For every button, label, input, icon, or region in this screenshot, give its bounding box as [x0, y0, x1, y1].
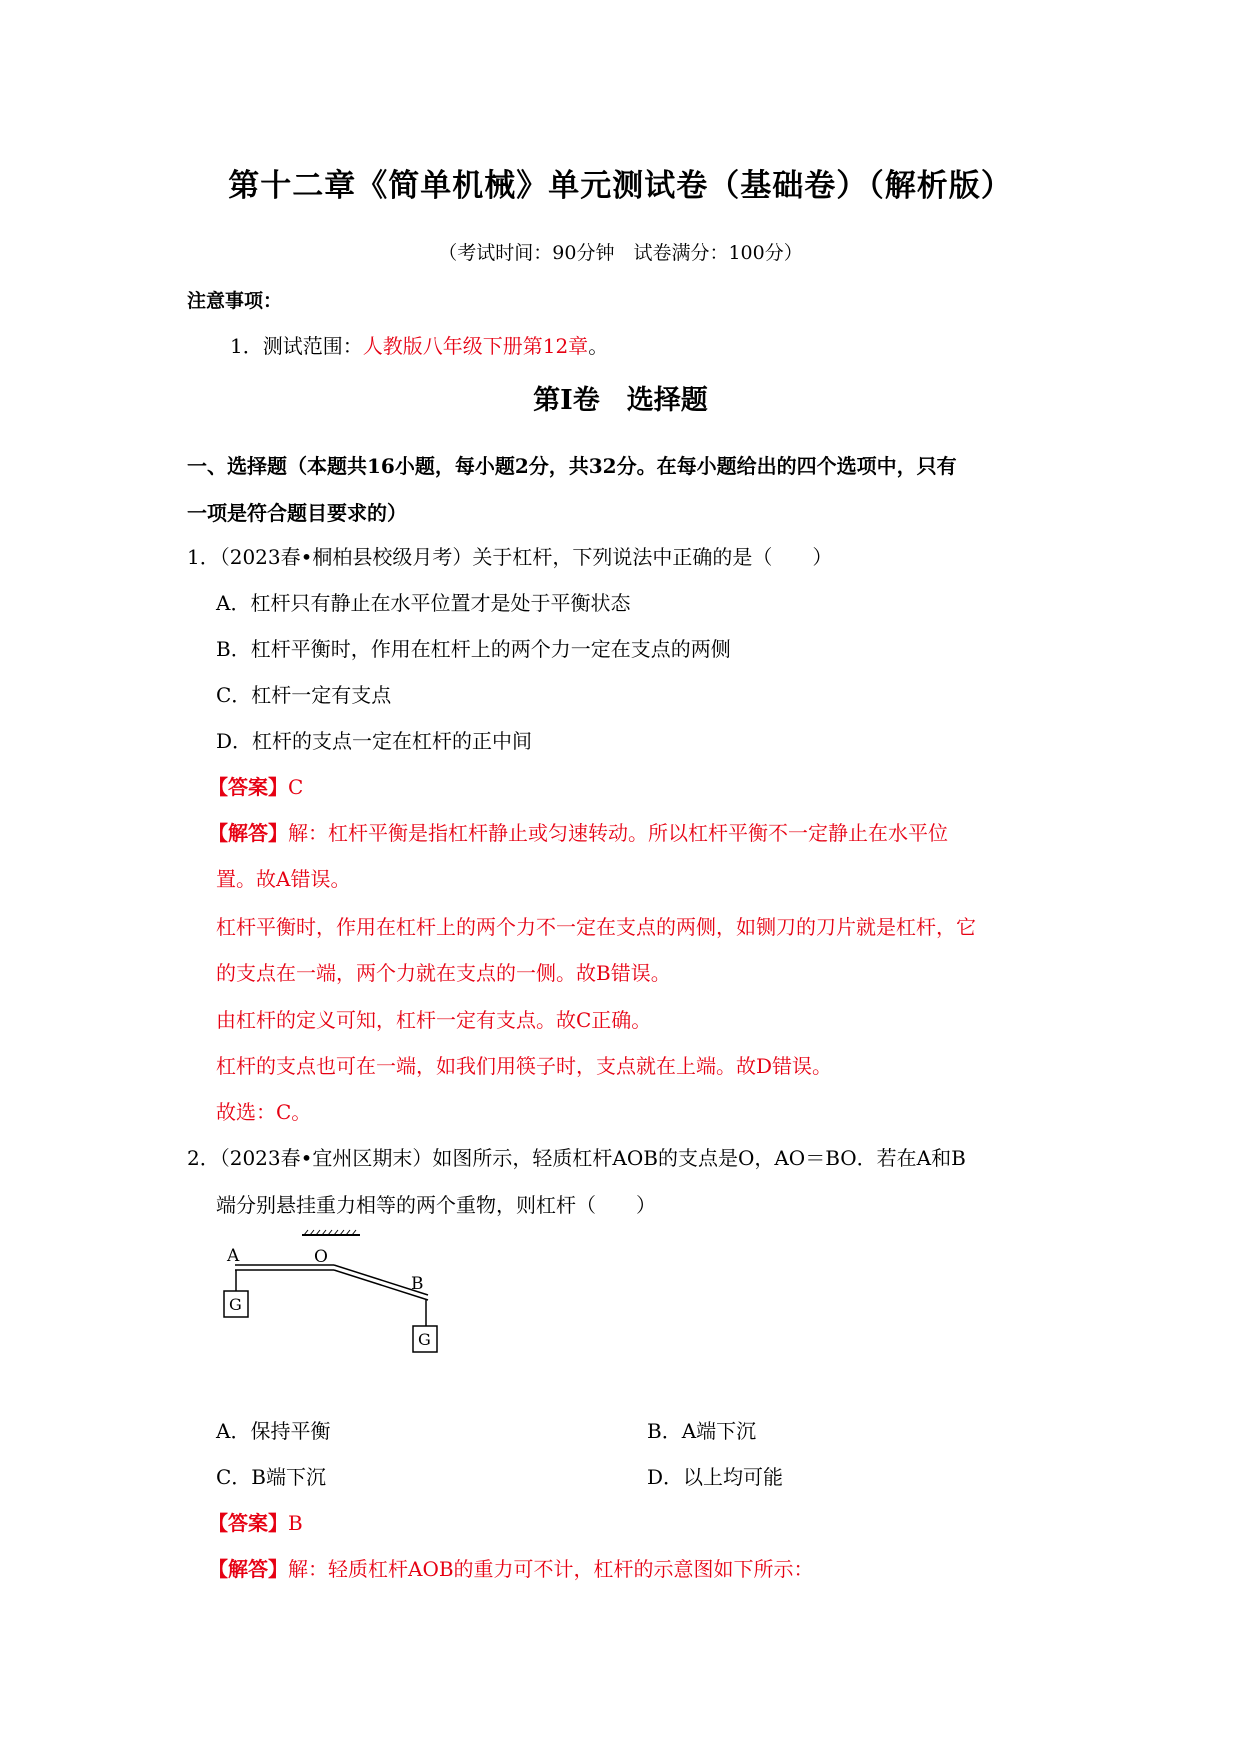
left-weight-label: G — [229, 1295, 242, 1314]
scope-prefix: 1．测试范围： — [230, 334, 363, 358]
q2-answer-tag: 【答案】 — [208, 1511, 288, 1535]
section-title: 第Ⅰ卷 选择题 — [533, 385, 708, 416]
q1-analysis-line-5: 由杠杆的定义可知，杠杆一定有支点。故C正确。 — [216, 1008, 652, 1032]
q1-answer — [208, 771, 303, 800]
q1-analysis-line-3: 杠杆平衡时，作用在杠杆上的两个力不一定在支点的两侧，如铡刀的刀片就是杠杆，它 — [216, 915, 976, 939]
scope-suffix: 。 — [588, 334, 609, 358]
q1-analysis-line-6: 杠杆的支点也可在一端，如我们用筷子时，支点就在上端。故D错误。 — [216, 1054, 833, 1078]
q2-option-a: A．保持平衡 — [216, 1419, 331, 1443]
q2-stem-line-2: 端分别悬挂重力相等的两个重物，则杠杆（ ） — [216, 1193, 656, 1217]
q2-option-d: D．以上均可能 — [647, 1465, 784, 1489]
part-heading-line-1: 一、选择题（本题共16小题，每小题2分，共32分。在每小题给出的四个选项中，只有 — [187, 454, 957, 478]
q2-analysis: 【解答】解：轻质杠杆AOB的重力可不计，杠杆的示意图如下所示： — [208, 1557, 814, 1581]
test-scope — [230, 330, 608, 359]
q1-option-d: D．杠杆的支点一定在杠杆的正中间 — [216, 729, 533, 753]
q1-option-c: C．杠杆一定有支点 — [216, 683, 392, 707]
q2-option-c: C．B端下沉 — [216, 1465, 326, 1489]
right-weight-label: G — [418, 1330, 431, 1349]
scope-value: 人教版八年级下册第12章 — [362, 334, 589, 358]
part-heading-line-2: 一项是符合题目要求的） — [187, 501, 407, 525]
q1-analysis-tag: 【解答】 — [208, 821, 288, 845]
label-o: O — [314, 1247, 328, 1267]
q2-analysis-tag: 【解答】 — [208, 1557, 288, 1581]
q1-stem: 1．（2023春•桐柏县校级月考）关于杠杆，下列说法中正确的是（ ） — [187, 545, 833, 569]
lever-figure — [210, 1228, 450, 1378]
document-title: 第十二章《简单机械》单元测试卷（基础卷）（解析版） — [228, 168, 1013, 204]
q1-analysis-line-7: 故选：C。 — [216, 1100, 312, 1124]
q1-answer-tag: 【答案】 — [208, 775, 288, 799]
exam-info: （考试时间：90分钟 试卷满分：100分） — [438, 242, 803, 264]
q1-option-a: A．杠杆只有静止在水平位置才是处于平衡状态 — [216, 591, 631, 615]
label-a: A — [227, 1246, 240, 1266]
q2-answer — [208, 1507, 303, 1536]
q1-option-b: B．杠杆平衡时，作用在杠杆上的两个力一定在支点的两侧 — [216, 637, 731, 661]
notice-label: 注意事项： — [187, 290, 283, 312]
q2-stem-line-1: 2．（2023春•宜州区期末）如图所示，轻质杠杆AOB的支点是O，AO＝BO．若在A和B — [187, 1146, 966, 1170]
label-b: B — [411, 1274, 424, 1294]
q1-answer-value: C — [288, 775, 304, 799]
q2-option-b: B．A端下沉 — [647, 1419, 757, 1443]
q1-analysis-line-2: 置。故A错误。 — [216, 867, 351, 891]
q1-analysis-line-4: 的支点在一端，两个力就在支点的一侧。故B错误。 — [216, 961, 671, 985]
q1-analysis-line-1: 【解答】解：杠杆平衡是指杠杆静止或匀速转动。所以杠杆平衡不一定静止在水平位 — [208, 821, 948, 845]
q2-answer-value: B — [288, 1511, 303, 1535]
